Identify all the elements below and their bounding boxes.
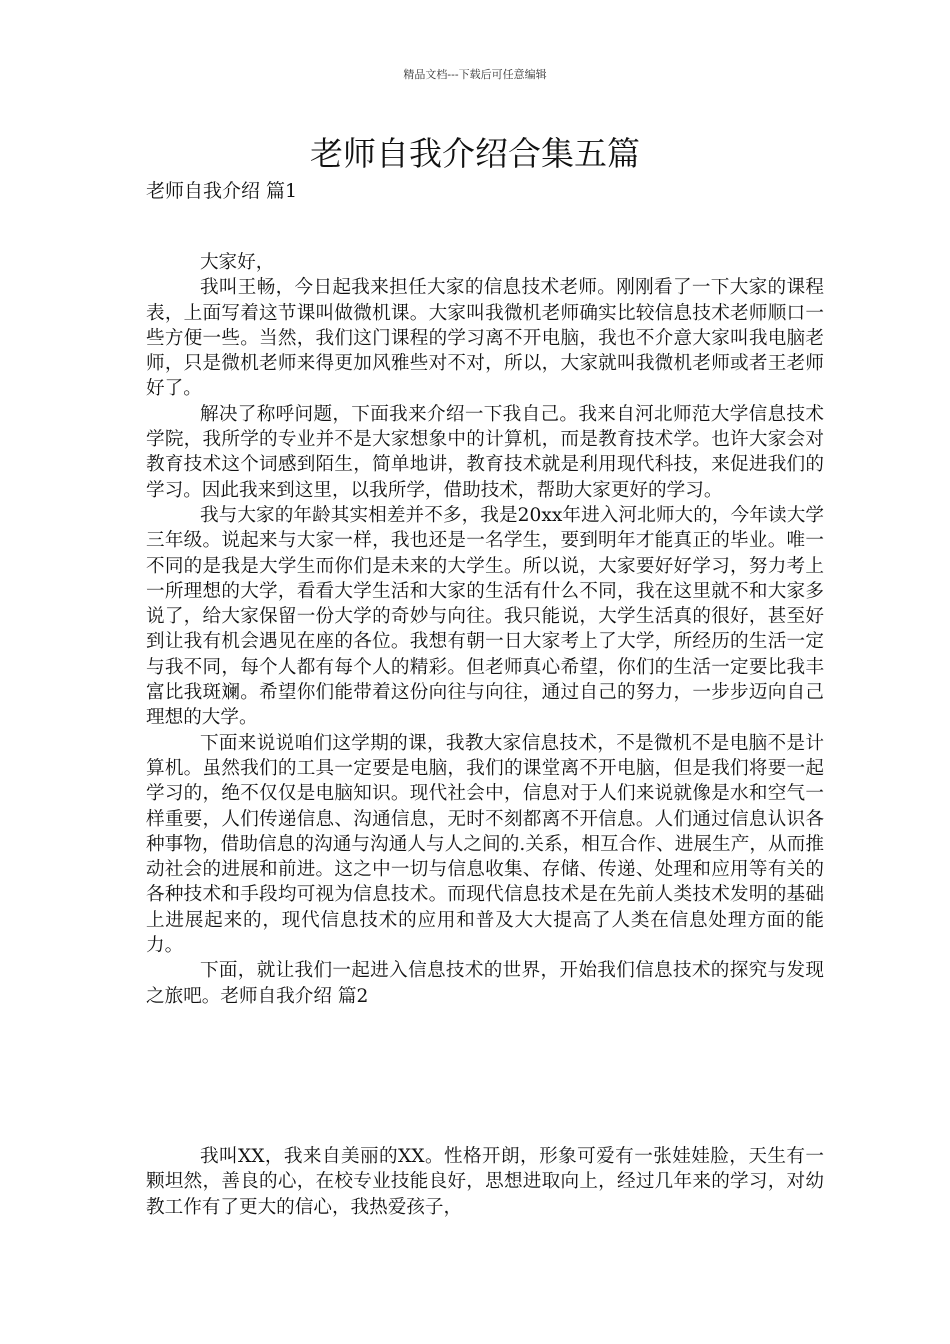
section-2-body bbox=[146, 1144, 824, 1220]
paragraph: 解决了称呼问题，下面我来介绍一下我自己。我来自河北师范大学信息技术学院，我所学的专业并不是大家想象中的计算机，而是教育技术学。也许大家会对教育技术这个词感到陌生，简单地讲，教育技术就是利用现代科技，来促进我们的学习。因此我来到这里，以我所学，借助技术，帮助大家更好的学习。 bbox=[146, 403, 824, 501]
paragraph: 我与大家的年龄其实相差并不多，我是20xx年进入河北师大的，今年读大学三年级。说起来与大家一样，我也还是一名学生，要到明年才能真正的毕业。唯一不同的是我是大学生而你们是未来的大学生。所以说，大家要好好学习，努力考上一所理想的大学，看看大学生活和大家的生活有什么不同，我在这里就不和大家多说了，给大家保留一份大学的奇妙与向往。我只能说，大学生活真的很好，甚至好到让我有机会遇见在座的各位。我想有朝一日大家考上了大学，所经历的生活一定与我不同，每个人都有每个人的精彩。但老师真心希望，你们的生活一定要比我丰富比我斑斓。希望你们能带着这份向往与向往，通过自己的努力，一步步迈向自己理想的大学。 bbox=[146, 504, 824, 729]
section-1-heading: 老师自我介绍 篇1 bbox=[146, 180, 298, 202]
paragraph: 我叫XX，我来自美丽的XX。性格开朗，形象可爱有一张娃娃脸，天生有一颗坦然，善良的心，在校专业技能良好，思想进取向上，经过几年来的学习，对幼教工作有了更大的信心，我热爱孩子， bbox=[146, 1146, 824, 1218]
page-header-note: 精品文档---下载后可任意编辑 bbox=[403, 68, 547, 81]
paragraph: 我叫王畅，今日起我来担任大家的信息技术老师。刚刚看了一下大家的课程表，上面写着这节课叫做微机课。大家叫我微机老师确实比较信息技术老师顺口一些方便一些。当然，我们这门课程的学习离不开电脑，我也不介意大家叫我电脑老师，只是微机老师来得更加风雅些对不对，所以，大家就叫我微机老师或者王老师好了。 bbox=[146, 277, 824, 400]
paragraph-closing-text: 下面，就让我们一起进入信息技术的世界，开始我们信息技术的探究与发现之旅吧。 bbox=[146, 960, 824, 1007]
paragraph-greeting: 大家好， bbox=[199, 252, 275, 273]
section-2-heading: 老师自我介绍 篇2 bbox=[220, 985, 369, 1007]
document-title: 老师自我介绍合集五篇 bbox=[310, 134, 640, 173]
paragraph-closing bbox=[146, 958, 824, 1009]
section-1-body bbox=[146, 250, 824, 1009]
paragraph: 下面来说说咱们这学期的课，我教大家信息技术，不是微机不是电脑不是计算机。虽然我们的工具一定要是电脑，我们的课堂离不开电脑，但是我们将要一起学习的，绝不仅仅是电脑知识。现代社会中，信息对于人们来说就像是水和空气一样重要，人们传递信息、沟通信息，无时不刻都离不开信息。人们通过信息认识各种事物，借助信息的沟通与沟通人与人之间的.关系，相互合作、进展生产，从而推动社会的进展和前进。这之中一切与信息收集、存储、传递、处理和应用等有关的各种技术和手段均可视为信息技术。而现代信息技术是在先前人类技术发明的基础上进展起来的，现代信息技术的应用和普及大大提高了人类在信息处理方面的能力。 bbox=[146, 732, 824, 957]
